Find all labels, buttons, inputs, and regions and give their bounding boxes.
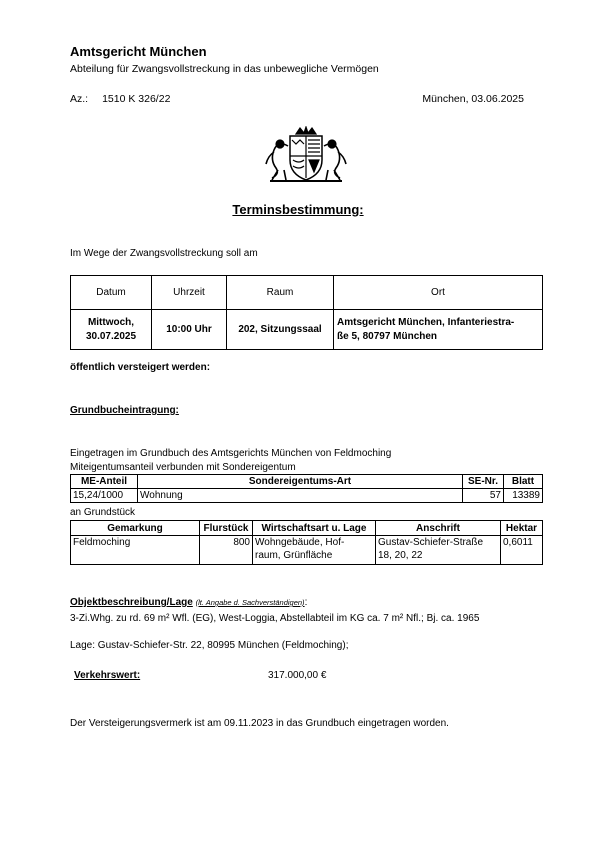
object-description: 3-Zi.Whg. zu rd. 69 m² Wfl. (EG), West-Loggia, Abstellabteil im KG ca. 7 m² Nfl.; Bj. ca. 1965 xyxy=(70,613,480,624)
document-title: Terminsbestimmung: xyxy=(232,202,364,217)
intro-text: Im Wege der Zwangsvollstreckung soll am xyxy=(70,248,258,259)
appointment-place-line2: ße 5, 80797 München xyxy=(337,330,438,342)
object-heading-note: (lt. Angabe d. Sachverständigen) xyxy=(195,598,305,607)
auction-text: öffentlich versteigert werden: xyxy=(70,362,211,373)
district-value: Feldmoching xyxy=(71,536,200,565)
object-heading xyxy=(70,597,307,608)
use-line2: raum, Grünfläche xyxy=(255,550,333,561)
share-table-header-row xyxy=(71,475,543,489)
appointment-table xyxy=(70,275,543,350)
column-header-share: ME-Anteil xyxy=(71,475,138,489)
use-value xyxy=(253,536,376,565)
share-value: 15,24/1000 xyxy=(71,489,138,503)
column-header-place: Ort xyxy=(334,276,543,310)
table-row xyxy=(71,489,543,503)
object-location: Lage: Gustav-Schiefer-Str. 22, 80995 München (Feldmoching); xyxy=(70,640,349,651)
market-value-label: Verkehrswert: xyxy=(74,670,141,681)
column-header-se-nr: SE-Nr. xyxy=(463,475,504,489)
column-header-district: Gemarkung xyxy=(71,521,200,536)
column-header-use: Wirtschaftsart u. Lage xyxy=(253,521,376,536)
column-header-time: Uhrzeit xyxy=(152,276,227,310)
appointment-table-row xyxy=(71,310,543,350)
sheet-value: 13389 xyxy=(504,489,543,503)
appointment-place-line1: Amtsgericht München, Infanteriestra- xyxy=(337,316,515,328)
land-register-text xyxy=(70,447,391,475)
place-date: München, 03.06.2025 xyxy=(422,93,524,105)
department: Abteilung für Zwangsvollstreckung in das unbewegliche Vermögen xyxy=(70,63,379,75)
file-reference-label: Az.: xyxy=(70,93,89,105)
column-header-hectare: Hektar xyxy=(501,521,543,536)
parcel-intro: an Grundstück xyxy=(70,507,136,518)
column-header-address: Anschrift xyxy=(376,521,501,536)
land-register-line1: Eingetragen im Grundbuch des Amtsgerichts München von Feldmoching xyxy=(70,448,392,459)
file-reference-number: 1510 K 326/22 xyxy=(102,93,171,105)
appointment-date xyxy=(71,310,152,350)
column-header-date: Datum xyxy=(71,276,152,310)
column-header-sheet: Blatt xyxy=(504,475,543,489)
parcel-table-header-row xyxy=(71,521,543,536)
market-value: 317.000,00 € xyxy=(268,670,327,681)
appointment-time: 10:00 Uhr xyxy=(152,310,227,350)
bavarian-coat-of-arms-icon xyxy=(262,126,350,184)
court-name: Amtsgericht München xyxy=(70,44,207,59)
appointment-place xyxy=(334,310,543,350)
auction-note: Der Versteigerungsvermerk ist am 09.11.2023 in das Grundbuch eingetragen worden. xyxy=(70,718,449,729)
object-heading-colon: : xyxy=(304,597,308,608)
address-line1: Gustav-Schiefer-Straße xyxy=(378,537,484,548)
appointment-weekday: Mittwoch, xyxy=(87,316,135,328)
table-row xyxy=(71,536,543,565)
se-nr-value: 57 xyxy=(463,489,504,503)
hectare-value: 0,6011 xyxy=(501,536,543,565)
column-header-parcel: Flurstück xyxy=(200,521,253,536)
use-line1: Wohngebäude, Hof- xyxy=(255,537,345,548)
appointment-table-header-row xyxy=(71,276,543,310)
address-line2: 18, 20, 22 xyxy=(378,550,423,561)
file-reference xyxy=(70,93,170,105)
land-register-line2: Miteigentumsanteil verbunden mit Sondereigentum xyxy=(70,462,296,473)
appointment-room: 202, Sitzungssaal xyxy=(227,310,334,350)
parcel-table xyxy=(70,520,543,565)
share-table xyxy=(70,474,543,503)
parcel-value: 800 xyxy=(200,536,253,565)
column-header-type: Sondereigentums-Art xyxy=(138,475,463,489)
address-value xyxy=(376,536,501,565)
object-heading-label: Objektbeschreibung/Lage xyxy=(70,597,193,608)
appointment-date-value: 30.07.2025 xyxy=(85,330,137,342)
type-value: Wohnung xyxy=(138,489,463,503)
land-register-heading: Grundbucheintragung: xyxy=(70,405,179,416)
column-header-room: Raum xyxy=(227,276,334,310)
